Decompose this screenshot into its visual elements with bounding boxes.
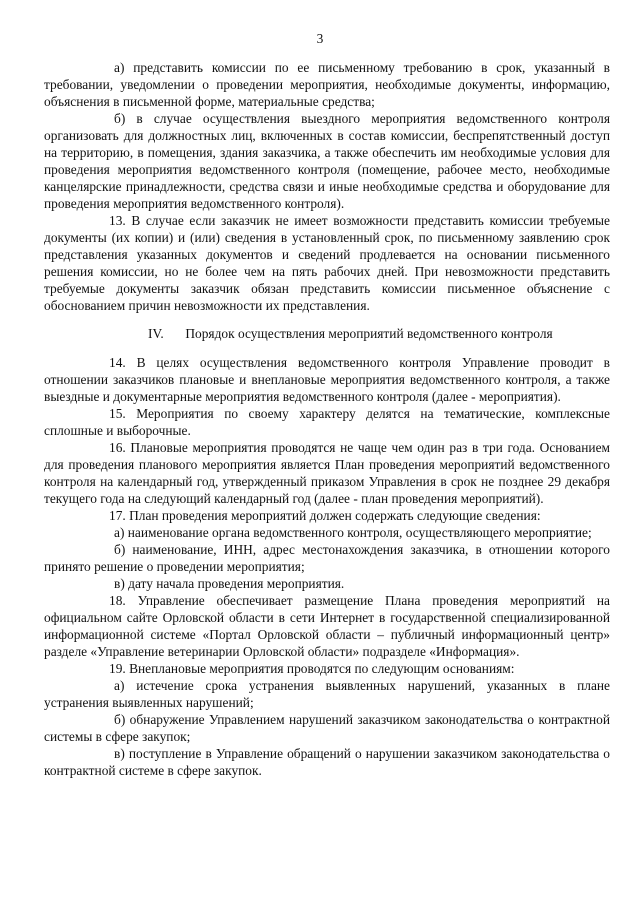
paragraph-18: 18. Управление обеспечивает размещение Плана проведения мероприятий на официальном сайте Орловской области в сети Интернет в государственной специализированной информационной системе «Портал Орловской области – публичный информационный центр» разделе «Управление ветеринарии Орловской области» подразделе «Информация». <box>44 593 610 659</box>
paragraph-3a: а) представить комиссии по ее письменному требованию в срок, указанный в требовании, уведомлении о проведении мероприятия, необходимые документы, информацию, объяснения в письменной форме, материальные средства; <box>44 60 610 109</box>
section-number: IV. <box>148 326 164 341</box>
paragraph-15: 15. Мероприятия по своему характеру делятся на тематические, комплексные сплошные и выборочные. <box>44 406 610 438</box>
section-top-body <box>44 59 610 314</box>
paragraph-3b: б) в случае осуществления выездного мероприятия ведомственного контроля организовать для должностных лиц, включенных в состав комиссии, беспрепятственный доступ на территорию, в помещения, здания заказчика, а также обеспечить им необходимые условия для проведения мероприятия ведомственного контроля (помещение, рабочее место, необходимые канцелярские принадлежности, средства связи и иные необходимые средства и оборудование для проведения мероприятия ведомственного контроля). <box>44 111 610 211</box>
section-title: Порядок осуществления мероприятий ведомственного контроля <box>185 326 553 341</box>
paragraph-17b: б) наименование, ИНН, адрес местонахождения заказчика, в отношении которого принято решение о проведении мероприятия; <box>44 542 610 574</box>
paragraph-17a: а) наименование органа ведомственного контроля, осуществляющего мероприятие; <box>114 525 592 540</box>
paragraph-17c: в) дату начала проведения мероприятия. <box>114 576 345 591</box>
section-heading <box>44 325 610 342</box>
paragraph-19: 19. Внеплановые мероприятия проводятся по следующим основаниям: <box>109 661 515 676</box>
paragraph-17: 17. План проведения мероприятий должен содержать следующие сведения: <box>109 508 541 523</box>
paragraph-14: 14. В целях осуществления ведомственного контроля Управление проводит в отношении заказчиков плановые и внеплановые мероприятия ведомственного контроля, а также выездные и документарные мероприятия ведомственного контроля (далее - мероприятия). <box>44 355 610 404</box>
paragraph-13: 13. В случае если заказчик не имеет возможности представить комиссии требуемые документы (их копии) и (или) сведения в установленный срок, по письменному заявлению срок представления указанных документов и сведений продлевается на основании письменного решения комиссии, но не более чем на пять рабочих дней. При невозможности представить требуемые документы заказчик обязан представить комиссии письменное объяснение с обоснованием причин невозможности их представления. <box>44 213 610 313</box>
section-iv-body <box>44 354 610 779</box>
paragraph-16: 16. Плановые мероприятия проводятся не чаще чем один раз в три года. Основанием для проведения планового мероприятия является План проведения мероприятий ведомственного контроля на календарный год, утвержденный приказом Управления в срок не позднее 29 декабря текущего года на следующий календарный год (далее - план проведения мероприятий). <box>44 440 610 506</box>
page-number: 3 <box>316 31 324 46</box>
paragraph-19a: а) истечение срока устранения выявленных нарушений, указанных в плане устранения выявленных нарушений; <box>44 678 610 710</box>
paragraph-19c: в) поступление в Управление обращений о нарушении заказчиком законодательства о контрактной системе в сфере закупок. <box>44 746 610 778</box>
paragraph-19b: б) обнаружение Управлением нарушений заказчиком законодательства о контрактной системы в сфере закупок; <box>44 712 610 744</box>
